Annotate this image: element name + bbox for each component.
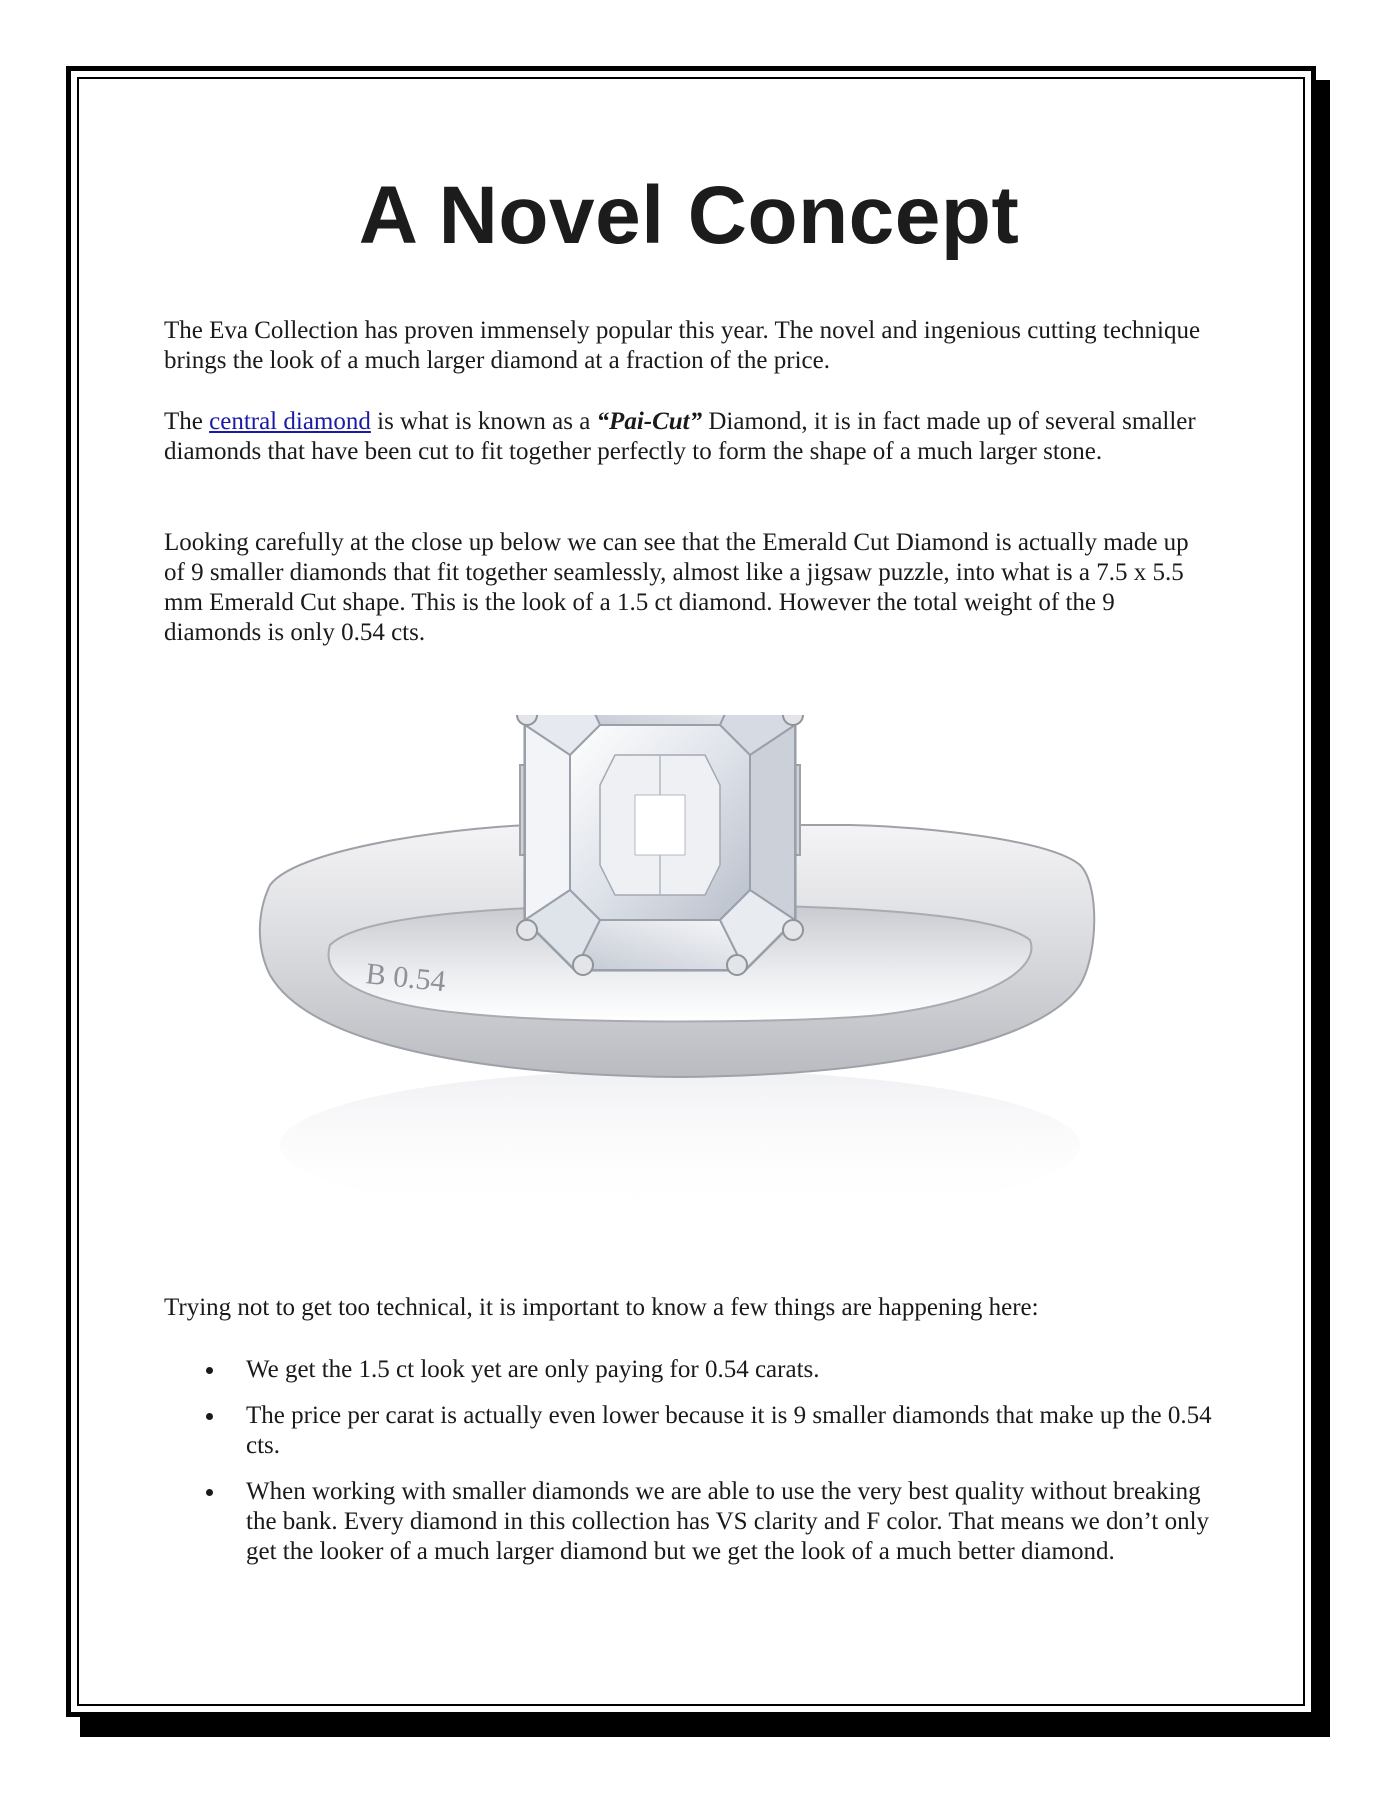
emerald-cut-ring-illustration: [240, 715, 1180, 1255]
p2-text-after: Diamond, it is in fact made up of several smaller diamonds that have been cut to fit together perfectly to form the shape of a much larger stone.: [164, 408, 1196, 465]
ring-image: [240, 715, 1180, 1255]
intro-paragraph: The Eva Collection has proven immensely popular this year. The novel and ingenious cutting technique brings the look of a much larger diamond at a fraction of the price.: [164, 317, 1201, 374]
page-title: A Novel Concept: [358, 170, 1020, 261]
bullet-dot-icon: [206, 1413, 213, 1420]
pai-cut-term: “Pai-Cut”: [596, 408, 703, 435]
p2-text-before: The: [164, 408, 210, 435]
pai-cut-paragraph: [164, 407, 1214, 467]
bullet-dot-icon: [206, 1367, 213, 1374]
technical-intro-paragraph: Trying not to get too technical, it is important to know a few things are happening here:: [164, 1294, 1039, 1321]
close-up-paragraph: Looking carefully at the close up below we can see that the Emerald Cut Diamond is actually made up of 9 smaller diamonds that fit together seamlessly, almost like a jigsaw puzzle, into what is a 7.5 x 5.5 mm Emerald Cut shape. This is the look of a 1.5 ct diamond. However the total weight of the 9 diamonds is only 0.54 cts.: [164, 529, 1189, 646]
central-diamond-link[interactable]: central diamond: [209, 408, 371, 435]
bullet-item: [164, 1355, 1214, 1385]
p2-text-middle: is what is known as a: [370, 408, 597, 435]
bullet-dot-icon: [206, 1489, 213, 1496]
bullet-text: We get the 1.5 ct look yet are only paying for 0.54 carats.: [246, 1356, 820, 1383]
bullet-text: The price per carat is actually even lower because it is 9 smaller diamonds that make up the 0.54 cts.: [246, 1402, 1212, 1459]
ring-engraving: B 0.54: [364, 957, 448, 999]
bullet-text: When working with smaller diamonds we are able to use the very best quality without breaking the bank. Every diamond in this collection has VS clarity and F color. That means we don’t only get the looker of a much larger diamond but we get the look of a much better diamond.: [246, 1478, 1210, 1565]
bullet-list: [164, 1355, 1214, 1583]
bullet-item: [164, 1477, 1214, 1567]
bullet-item: [164, 1401, 1214, 1461]
